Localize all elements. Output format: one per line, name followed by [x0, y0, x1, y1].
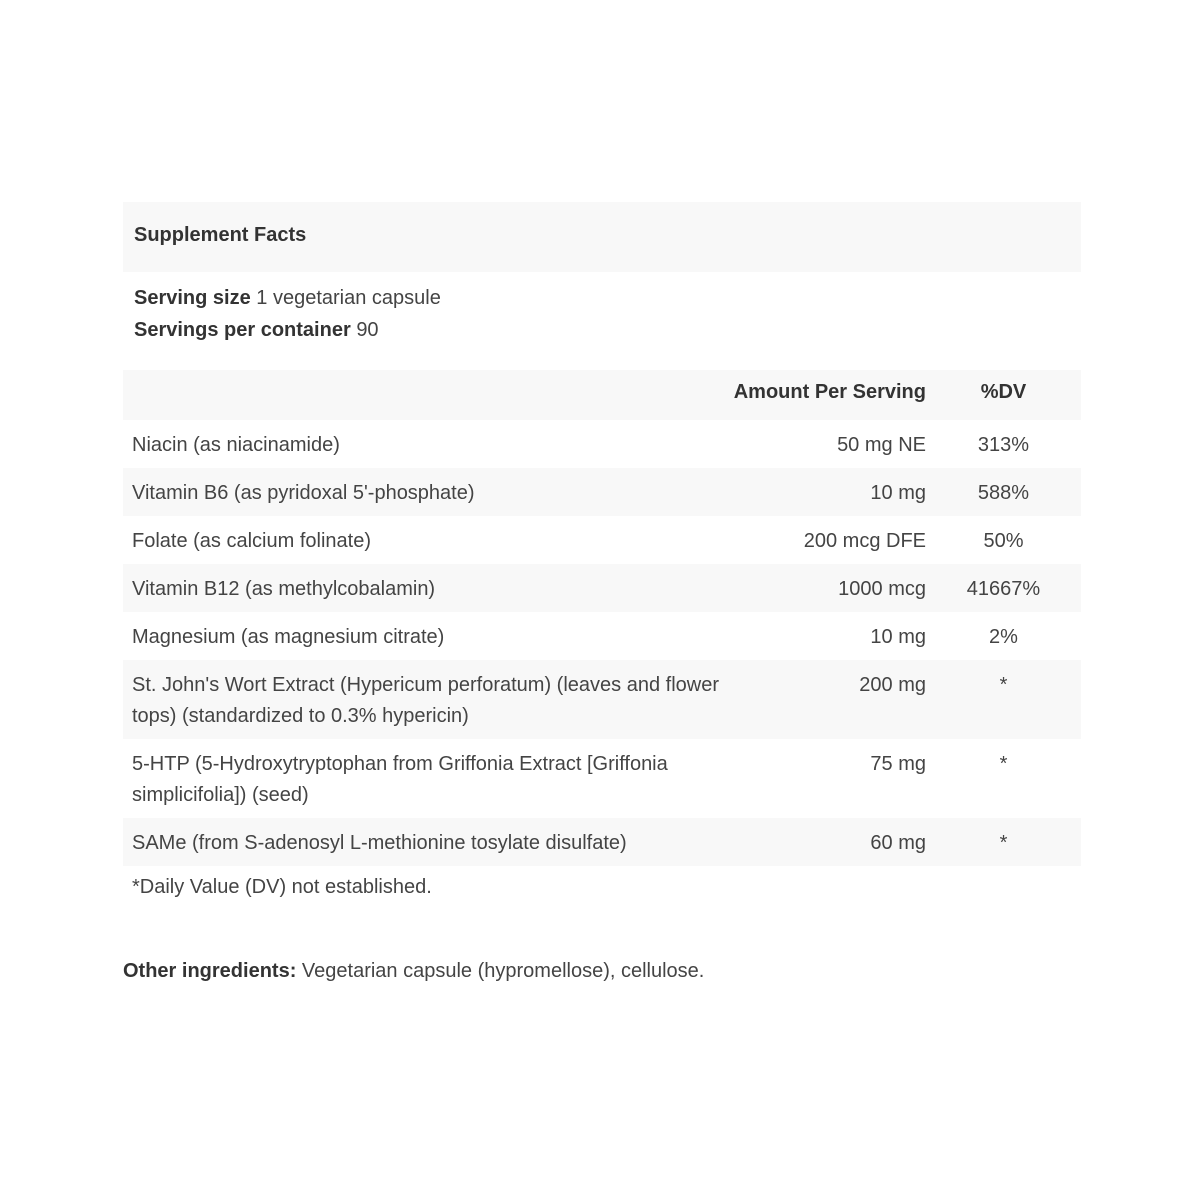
serving-size-value: 1 vegetarian capsule	[256, 287, 441, 309]
serving-size	[134, 282, 1081, 314]
table-row	[123, 468, 1081, 516]
nutrient-amount: 200 mg	[859, 674, 926, 696]
nutrient-name: SAMe (from S-adenosyl L-methionine tosylate disulfate)	[132, 832, 627, 854]
nutrient-dv: 50%	[983, 530, 1024, 552]
nutrient-name: Vitamin B12 (as methylcobalamin)	[132, 578, 436, 600]
header-dv: %DV	[980, 381, 1027, 403]
nutrient-name: 5-HTP (5-Hydroxytryptophan from Griffonia Extract [Griffonia simplicifolia]) (seed)	[132, 753, 668, 806]
table-row	[123, 420, 1081, 468]
serving-size-label: Serving size	[134, 287, 251, 309]
nutrient-amount: 1000 mcg	[838, 578, 926, 600]
nutrient-name: St. John's Wort Extract (Hypericum perforatum) (leaves and flower tops) (standardized to 0.3% hypericin)	[132, 674, 719, 727]
nutrient-name: Magnesium (as magnesium citrate)	[132, 626, 445, 648]
header-name	[123, 370, 723, 420]
nutrient-amount: 200 mcg DFE	[803, 530, 926, 552]
nutrient-table	[123, 370, 1081, 866]
table-row	[123, 516, 1081, 564]
table-header-row	[123, 370, 1081, 420]
panel-title: Supplement Facts	[123, 202, 1081, 272]
nutrient-dv: 313%	[977, 434, 1030, 456]
nutrient-amount: 10 mg	[870, 626, 926, 648]
nutrient-amount: 60 mg	[870, 832, 926, 854]
table-row	[123, 739, 1081, 818]
nutrient-amount: 10 mg	[870, 482, 926, 504]
nutrient-dv: *	[999, 832, 1008, 854]
nutrient-dv: 41667%	[966, 578, 1041, 600]
dv-footnote: *Daily Value (DV) not established.	[132, 876, 432, 898]
serving-info	[123, 272, 1081, 370]
nutrient-dv: *	[999, 753, 1008, 775]
table-row	[123, 564, 1081, 612]
other-ingredients-label: Other ingredients:	[123, 960, 297, 982]
servings-per-container-value: 90	[356, 319, 379, 341]
nutrient-name: Folate (as calcium folinate)	[132, 530, 371, 552]
servings-per-container-label: Servings per container	[134, 319, 351, 341]
nutrient-amount: 75 mg	[870, 753, 926, 775]
supplement-facts-panel	[123, 202, 1081, 914]
table-row	[123, 612, 1081, 660]
header-amount: Amount Per Serving	[733, 381, 926, 403]
nutrient-name: Vitamin B6 (as pyridoxal 5'-phosphate)	[132, 482, 475, 504]
servings-per-container	[134, 314, 1081, 346]
other-ingredients	[123, 960, 704, 983]
nutrient-dv: *	[999, 674, 1008, 696]
nutrient-dv: 588%	[977, 482, 1030, 504]
nutrient-dv: 2%	[989, 626, 1018, 648]
table-row	[123, 660, 1081, 739]
table-row	[123, 818, 1081, 866]
other-ingredients-value: Vegetarian capsule (hypromellose), cellulose.	[301, 960, 705, 982]
nutrient-name: Niacin (as niacinamide)	[132, 434, 340, 456]
nutrient-amount: 50 mg NE	[837, 434, 926, 456]
